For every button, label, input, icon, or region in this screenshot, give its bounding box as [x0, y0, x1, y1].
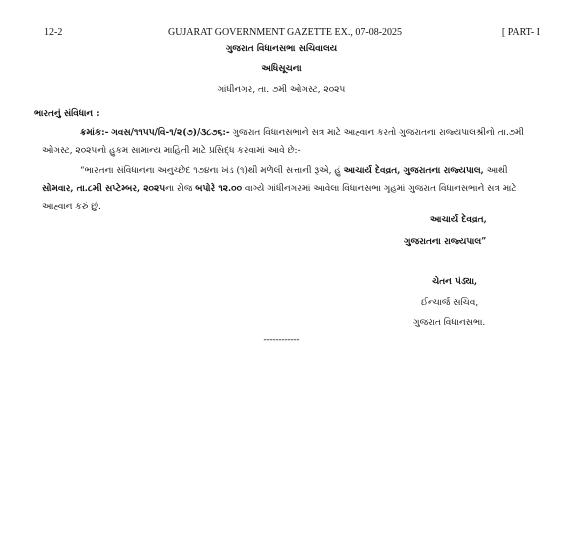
notification-text: ગુજરાત વિધાનસભાને સત્ર માટે આહ્વાન કરતો ગુજરાતના રાજ્યપાલશ્રીનો તા.૭મી ઓગસ્ટ, ૨૦૨૫નો હુકમ સામાન્ય માહિતી માટે પ્રસિદ્ધ કરવામાં આવે છે:- [42, 128, 524, 156]
gazette-header [30, 27, 540, 41]
secretary-signature [432, 272, 477, 292]
governor-name: આચાર્ય દેવવ્રત, [430, 215, 487, 225]
reference-number: ગવસ/૧૧૫૫/વિ-૧/૨(૭)/૩૮૭૬:- [111, 128, 230, 138]
end-divider: ------------ [263, 334, 300, 344]
page-number: 12-2 [44, 27, 63, 38]
quote-governor-name: આચાર્ય દેવવ્રત, ગુજરાતના રાજ્યપાલ, [343, 166, 484, 176]
governor-title-block [404, 232, 486, 252]
reference-label: ક્રમાંક:- [80, 128, 109, 138]
gazette-part: [ PART- I [501, 27, 540, 38]
section-heading: ભારતનું સંવિધાન : [34, 109, 100, 119]
gazette-title: GUJARAT GOVERNMENT GAZETTE EX., 07-08-2025 [167, 27, 403, 38]
office-name: ગુજરાત વિધાનસભા સચિવાલય [225, 44, 338, 54]
secretary-designation: ઈન્ચાર્જ સચિવ, [421, 298, 479, 308]
governor-signature [430, 210, 487, 230]
place-date: ગાંધીનગર, તા. ૭મી ઓગસ્ટ, ૨૦૨૫ [217, 85, 346, 95]
secretary-designation-block [421, 293, 478, 313]
secretary-name: ચેતન પંડ્યા, [432, 277, 478, 287]
quote-session-time: બપોરે ૧૨.૦૦ [195, 184, 242, 194]
quote-text-1: “ભારતના સંવિધાનના અનુચ્છેદ ૧૭૪ના ખંડ (૧)થી મળેલી સત્તાની રૂએ, હું [80, 166, 341, 176]
quote-session-date: સોમવાર, તા.૮મી સપ્ટેમ્બર, ૨૦૨૫ [42, 184, 166, 194]
secretary-office: ગુજરાત વિધાનસભા. [413, 318, 486, 328]
notification-paragraph [42, 124, 528, 160]
document-type: અધિસૂચના [261, 64, 302, 74]
governor-title: ગુજરાતના રાજ્યપાલ” [404, 237, 487, 247]
quote-text-2: આથી [486, 166, 508, 176]
order-quote-paragraph [42, 162, 528, 216]
secretary-office-block [413, 313, 485, 333]
quote-text-4: વાગ્યે ગાંધીનગરમાં આવેલા વિધાનસભા ગૃહમાં ગુજરાત વિધાનસભાને સત્ર માટે આહ્વાન કરું છું. [42, 184, 517, 212]
quote-text-3: ના રોજ [165, 184, 193, 194]
